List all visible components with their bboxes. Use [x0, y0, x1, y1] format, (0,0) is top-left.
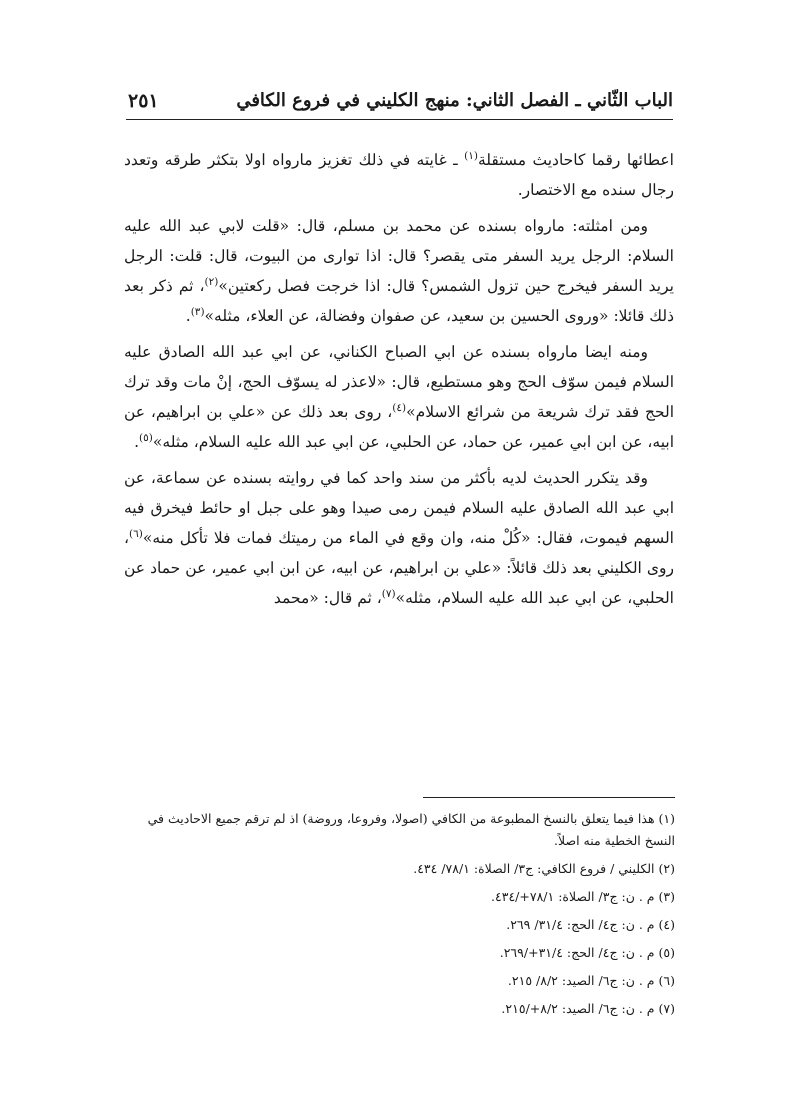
footnote-ref-2[interactable]: (٢): [204, 275, 219, 288]
footnote-7: (٧) م . ن: ج٦/ الصيد: ٨/٢+/٢١٥.: [501, 1001, 675, 1016]
footnote-6: (٦) م . ن: ج٦/ الصيد: ٨/٢/ ٢١٥.: [507, 973, 675, 988]
paragraph-2: ومن امثلته: مارواه بسنده عن محمد بن مسلم، قال: «قلت لابي عبد الله عليه السلام: الرجل يريد السفر متى يقصر؟ قال: اذا توارى من البيوت، قال: قلت: الرجل يريد السفر فيخرج حين تزول الشمس؟ قال: اذا خرجت فصل ركعتين»$^{(٢)}$، ثم ذكر بعد ذلك قائلا: «وروى الحسين بن سعيد، عن صفوان وفضالة، عن العلاء، مثله»$^{(٣)}$.: [124, 217, 674, 325]
footnote-5: (٥) م . ن: ج٤/ الحج: ٣١/٤+/٢٦٩.: [499, 945, 675, 960]
footnote-ref-1[interactable]: (١): [464, 149, 478, 162]
running-header: [126, 86, 673, 120]
running-title: الباب الثّاني ـ الفصل الثاني: منهج الكليني في فروع الكافي: [236, 90, 673, 111]
main-text: [124, 145, 674, 619]
footnote-2: (٢) الكليني / فروع الكافي: ج٣/ الصلاة: ٧٨/١/ ٤٣٤.: [413, 861, 675, 876]
footnote-ref-3[interactable]: (٣): [190, 305, 205, 318]
footnote-ref-7[interactable]: (٧): [381, 587, 396, 600]
paragraph-1: اعطائها رقما كاحاديث مستقلة$^{(١)}$ ـ غايته في ذلك تغزيز مارواه اولا بتكثر طرقه وتعدد رجال سنده مع الاختصار.: [124, 149, 674, 199]
footnote-ref-4[interactable]: (٤): [392, 401, 407, 414]
footnote-separator: [423, 797, 675, 798]
footnote-4: (٤) م . ن: ج٤/ الحج: ٣١/٤/ ٢٦٩.: [506, 917, 675, 932]
paragraph-4: وقد يتكرر الحديث لديه بأكثر من سند واحد كما في روايته بسنده عن سماعة، عن ابي عبد الله الصادق عليه السلام فيمن رمى صيدا وهو على جبل او حائط فيخرق فيه السهم فيموت، فقال: «كُلْ منه، وان وقع في الماء من رميتك فمات فلا تأكل منه»$^{(٦)}$، روى الكليني بعد ذلك قائلاً: «علي بن ابراهيم، عن ابيه، عن ابن ابي عمير، عن حماد عن الحلبي، عن ابي عبد الله عليه السلام، مثله»$^{(٧)}$، ثم قال: «محمد: [124, 469, 674, 607]
header-rule: [126, 119, 673, 120]
paragraph-3: ومنه ايضا مارواه بسنده عن ابي الصباح الكناني، عن ابي عبد الله الصادق عليه السلام فيمن سوّف الحج وهو مستطيع، قال: «لاعذر له يسوّف الحج، إنْ مات وقد ترك الحج فقد ترك شريعة من شرائع الاسلام»$^{(٤)}$، روى بعد ذلك عن «علي بن ابراهيم، عن ابيه، عن ابن ابي عمير، عن حماد، عن الحلبي، عن ابي عبد الله عليه السلام، مثله»$^{(٥)}$.: [124, 343, 675, 451]
footnote-ref-6[interactable]: (٦): [129, 527, 143, 540]
page-number: ٢٥١: [128, 90, 159, 112]
footnote-1: (١) هذا فيما يتعلق بالنسخ المطبوعة من الكافي (اصولا، وفروعا، وروضة) اذ لم ترقم جميع الاحاديث في النسخ الخطية منه اصلاً.: [147, 811, 675, 848]
footnotes: [124, 808, 675, 1026]
footnote-ref-5[interactable]: (٥): [139, 431, 153, 444]
footnote-3: (٣) م . ن: ج٣/ الصلاة: ٧٨/١+/٤٣٤.: [491, 889, 675, 904]
